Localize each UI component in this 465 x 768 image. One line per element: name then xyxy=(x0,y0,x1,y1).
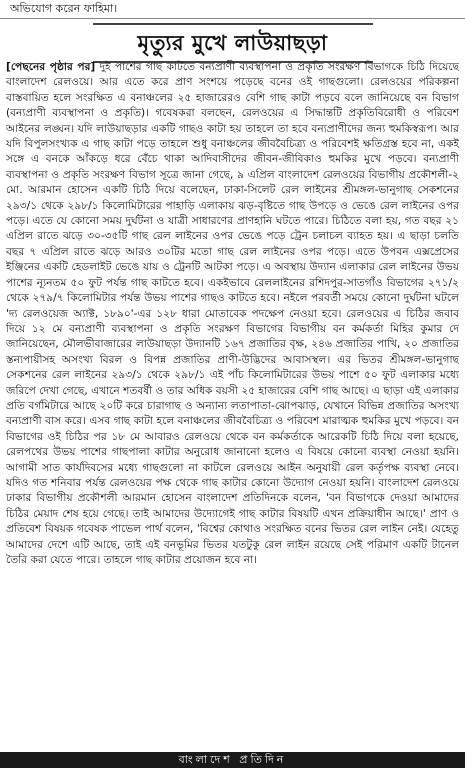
article-paragraph xyxy=(6,60,459,568)
article-body xyxy=(6,60,459,748)
continued-from-tag: [পেছনের পৃষ্ঠার পর] xyxy=(6,61,96,73)
article-headline: মৃত্যুর মুখে লাউয়াছড়া xyxy=(93,23,373,63)
masthead-strip: বাংলাদেশ প্রতিদিন xyxy=(0,752,465,768)
article-paragraph-text: দুই পাশের গাছ কাটতে বন্যপ্রাণী ব্যবস্থাপনা ও প্রকৃতি সংরক্ষণ বিভাগকে চিঠি দিয়েছে বাংলাদেশ রেলওয়ে। আর এতে করে প্রাণ সংশয়ে পড়েছে বনের ওই গাছগুলো। রেলওয়ের পরিকল্পনা বাস্তবায়িত হলে সংরক্ষিত এ বনাঞ্চলের ২৫ হাজারেরও বেশি গাছ কাটা পড়বে বলে জানিয়েছে বন বিভাগ (বন্যপ্রাণী ব্যবস্থাপনা ও প্রকৃতি)। গবেষকরা বলছেন, রেলওয়ের এ সিদ্ধান্তটি প্রকৃতিবিরোধী ও পরিবেশ আইনের লঙ্ঘন। যদি লাউয়াছড়ার একটি গাছও কাটা হয় তাহলে তা হবে বন্যপ্রাণীদের জন্য হুমকিস্বরূপ। আর যদি বিপুলসংখ্যক এ গাছ কাটা পড়ে তাহলে শুধু বনাঞ্চলের জীববৈচিত্র্য ও পরিবেশই ক্ষতিগ্রস্ত হবে না, একই সঙ্গে এ বনকে আঁকড়ে ধরে বেঁচে থাকা আদিবাসীদের জীবন-জীবিকাও হুমকির মুখে পড়বে। বন্যপ্রাণী ব্যবস্থাপনা ও প্রকৃতি সংরক্ষণ বিভাগ সূত্রে জানা গেছে, ৯ এপ্রিল বাংলাদেশ রেলওয়ের বিভাগীয় প্রকৌশলী-২ মো. আরমান হোসেন একটি চিঠি দিয়ে বলেছেন, ঢাকা-সিলেট রেল লাইনের শ্রীমঙ্গল-ভানুগাছ সেকশনের ২৯৩/১ থেকে ২৯৮/১ কিলোমিটারের পাহাড়ি এলাকায় ঝড়-বৃষ্টিতে গাছ উপড়ে ও ভেঙে রেল লাইনের ওপর পড়ে। এতে যে কোনো সময় দুর্ঘটনা ও যাত্রী সাধারণের প্রাণহানি ঘটতে পারে। চিঠিতে বলা হয়, গত বছর ২১ এপ্রিল রাতে ঝড়ে ৩০-৩৫টি গাছ রেল লাইনের ওপর ভেঙে পড়ে ট্রেন চলাচল ব্যাহত হয়। এ ছাড়া চলতি বছর ৭ এপ্রিল রাতে ঝড়ে আরও ৩০টির মতো গাছ রেল লাইনের ওপর পড়ে। এতে উপবন এক্সপ্রেসের ইঞ্জিনের একটি হেডলাইট ভেঙে যায় ও ট্রেনটি আটকা পড়ে। এ অবস্থায় উদ্যান এলাকার রেল লাইনের উভয় পাশের ন্যূনতম ৫০ ফুট পর্যন্ত গাছ কাটতে হবে। একইভাবে রেললাইনের রশিদপুর-সাতগাঁও বিভাগের ২৭১/২ থেকে ২৭৯/৭ কিলোমিটার পর্যন্ত উভয় পাশের গাছও কাটতে হবে। নইলে পরবর্তী সময়ে কোনো দুর্ঘটনা ঘটলে 'দ্য রেলওয়েজ অ্যাক্ট, ১৮৯০'-এর ১২৮ ধারা মোতাবেক পদক্ষেপ নেওয়া হবে। রেলওয়ের এ চিঠির জবাব দিয়ে ১২ মে বন্যপ্রাণী ব্যবস্থাপনা ও প্রকৃতি সংরক্ষণ বিভাগের বিভাগীয় বন কর্মকর্তা মিহির কুমার দে জানিয়েছেন, মৌলভীবাজারের লাউয়াছড়া উদ্যানটি ১৬৭ প্রজাতির বৃক্ষ, ২৪৬ প্রজাতির পাখি, ২০ প্রজাতির স্তন্যপায়ীসহ অসংখ্য বিরল ও বিপন্ন প্রজাতির প্রাণী-উদ্ভিদের আবাসস্থল। এর ভিতর শ্রীমঙ্গল-ভানুগাছ সেকশনের রেল লাইনের ২৯৩/১ থেকে ২৯৮/১ এই পাঁচ কিলোমিটারের উভয় পাশে ৫০ ফুট এলাকার মধ্যে জরিপে দেখা গেছে, এখানে শতবর্ষী ও তার অধিক বয়সী ২৫ হাজারের বেশি গাছ আছে। এ ছাড়া এই এলাকার প্রতি বর্গমিটারে আছে ২০টি করে চারাগাছ ও অন্যান্য লতাপাতা-ঝোপঝাড়, যেখানে বিভিন্ন প্রজাতির অসংখ্য বন্যপ্রাণী বাস করে। এসব গাছ কাটা হলে বনাঞ্চলের জীববৈচিত্র্য ও পরিবেশ মারাত্মক হুমকির মুখে পড়বে। বন বিভাগের ওই চিঠির পর ১৮ মে আবারও রেলওয়ে থেকে বন কর্মকর্তাকে আরেকটি চিঠি দিয়ে বলা হয়েছে, রেলপথের উভয় পাশের গাছপালা কাটার অনুরোধ জানানো হলেও এ বিষয়ে কোনো ব্যবস্থা নেওয়া হয়নি। আগামী সাত কার্যদিবসের মধ্যে গাছগুলো না কাটলে রেলওয়ে আইন অনুযায়ী রেল কর্তৃপক্ষ ব্যবস্থা নেবে। যদিও গত শনিবার পর্যন্ত রেলওয়ের পক্ষ থেকে গাছ কাটার কোনো উদ্যোগ নেওয়া হয়নি। বাংলাদেশ রেলওয়ে ঢাকার বিভাগীয় প্রকৌশলী আরমান হোসেন বাংলাদেশ প্রতিদিনকে বলেন, 'বন বিভাগকে দেওয়া আমাদের চিঠির মেয়াদ শেষ হয়ে গেছে। তাই আমাদের উদ্যোগেই গাছ কাটার বিষয়টি এখন প্রক্রিয়াধীন আছে।' প্রাণ ও প্রতিবেশ বিষয়ক গবেষক পাভেল পার্থ বলেন, 'বিশ্বের কোথাও সংরক্ষিত বনের ভিতর রেল লাইন নেই। যেহেতু আমাদের দেশে এটি আছে, তাই এই বনভূমির ভিতর যতটুকু রেল লাইন রয়েছে সেই পরিমাণ একটি টানেল তৈরি করা যেতে পারে। তাহলে গাছ কাটার প্রয়োজন হবে না। xyxy=(6,61,459,566)
previous-article-fragment: অভিযোগ করেন ফাহিমা। xyxy=(0,0,465,19)
